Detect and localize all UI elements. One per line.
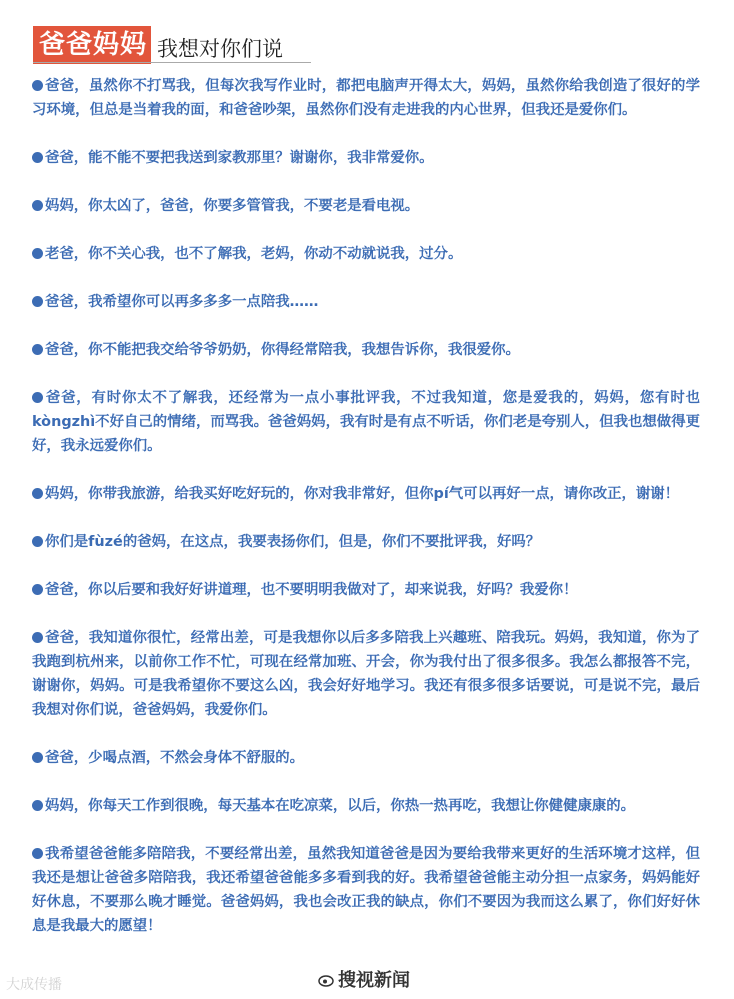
message-text: 爸爸，你不能把我交给爷爷奶奶，你得经常陪我，我想告诉你，我很爱你。 xyxy=(45,342,520,358)
message-text: 爸爸，虽然你不打骂我，但每次我写作业时，都把电脑声开得太大，妈妈，虽然你给我创造了很好的学习环境，但总是当着我的面，和爸爸吵架，虽然你们没有走进我的内心世界，但我还是爱你们。 xyxy=(32,78,700,118)
message-item xyxy=(32,842,700,938)
message-text: 爸爸，我希望你可以再多多多一点陪我…… xyxy=(45,294,319,310)
message-item xyxy=(32,794,700,818)
title-subtitle: 我想对你们说 xyxy=(157,37,284,61)
message-text: 我希望爸爸能多陪陪我，不要经常出差，虽然我知道爸爸是因为要给我带来更好的生活环境才这样，但我还是想让爸爸多陪陪我，我还希望爸爸能多多看到我的好。我希望爸爸能主动分担一点家务，妈妈能好好休息，不要那么晚才睡觉。爸爸妈妈，我也会改正我的缺点，你们不要因为我而这么累了，你们好好休息是我最大的愿望！ xyxy=(32,846,700,934)
title-header xyxy=(33,26,283,64)
message-list xyxy=(32,74,700,962)
bullet-icon xyxy=(32,800,43,811)
message-text: 爸爸，能不能不要把我送到家教那里？谢谢你，我非常爱你。 xyxy=(45,150,434,166)
bullet-icon xyxy=(32,536,43,547)
message-text: 爸爸，我知道你很忙，经常出差，可是我想你以后多多陪我上兴趣班、陪我玩。妈妈，我知道，你为了我跑到杭州来，以前你工作不忙，可现在经常加班、开会，你为我付出了很多很多。我怎么都报答不完，谢谢你，妈妈。可是我希望你不要这么凶，我会好好地学习。我还有很多很多话要说，可是说不完，最后我想对你们说，爸爸妈妈，我爱你们。 xyxy=(32,630,700,718)
bullet-icon xyxy=(32,296,43,307)
bullet-icon xyxy=(32,200,43,211)
message-item xyxy=(32,146,700,170)
message-item xyxy=(32,290,700,314)
bullet-icon xyxy=(32,584,43,595)
message-text: 妈妈，你太凶了，爸爸，你要多管管我，不要老是看电视。 xyxy=(45,198,420,214)
message-item xyxy=(32,746,700,770)
bullet-icon xyxy=(32,80,43,91)
message-item xyxy=(32,74,700,122)
watermark-right xyxy=(318,966,410,992)
message-item xyxy=(32,530,700,554)
message-text: 爸爸，你以后要和我好好讲道理，也不要明明我做对了，却来说我，好吗？我爱你！ xyxy=(45,582,578,598)
title-badge: 爸爸妈妈 xyxy=(33,26,151,64)
bullet-icon xyxy=(32,752,43,763)
watermark-right-text: 搜视新闻 xyxy=(338,970,410,991)
title-underline xyxy=(33,62,311,63)
bullet-icon xyxy=(32,488,43,499)
message-item xyxy=(32,578,700,602)
message-item xyxy=(32,338,700,362)
message-item xyxy=(32,194,700,218)
message-item xyxy=(32,386,700,458)
message-text: 妈妈，你每天工作到很晚，每天基本在吃凉菜，以后，你热一热再吃，我想让你健健康康的。 xyxy=(45,798,636,814)
message-text: 你们是fùzé的爸妈，在这点，我要表扬你们，但是，你们不要批评我，好吗？ xyxy=(45,534,541,550)
message-item xyxy=(32,242,700,266)
bullet-icon xyxy=(32,248,43,259)
bullet-icon xyxy=(32,848,43,859)
weibo-icon xyxy=(318,970,336,988)
message-text: 妈妈，你带我旅游，给我买好吃好玩的，你对我非常好，但你pí气可以再好一点，请你改正，谢谢！ xyxy=(45,486,680,502)
message-item xyxy=(32,482,700,506)
bullet-icon xyxy=(32,152,43,163)
bullet-icon xyxy=(32,344,43,355)
message-text: 爸爸，少喝点酒，不然会身体不舒服的。 xyxy=(45,750,305,766)
bullet-icon xyxy=(32,392,43,403)
message-text: 老爸，你不关心我，也不了解我，老妈，你动不动就说我，过分。 xyxy=(45,246,463,262)
watermark-left: 大成传播 xyxy=(6,977,62,993)
message-text: 爸爸，有时你太不了解我，还经常为一点小事批评我，不过我知道，您是爱我的，妈妈，您有时也kòngzhì不好自己的情绪，而骂我。爸爸妈妈，我有时是有点不听话，你们老是夸别人，但我也想做得更好，我永远爱你们。 xyxy=(32,390,700,454)
message-item xyxy=(32,626,700,722)
bullet-icon xyxy=(32,632,43,643)
